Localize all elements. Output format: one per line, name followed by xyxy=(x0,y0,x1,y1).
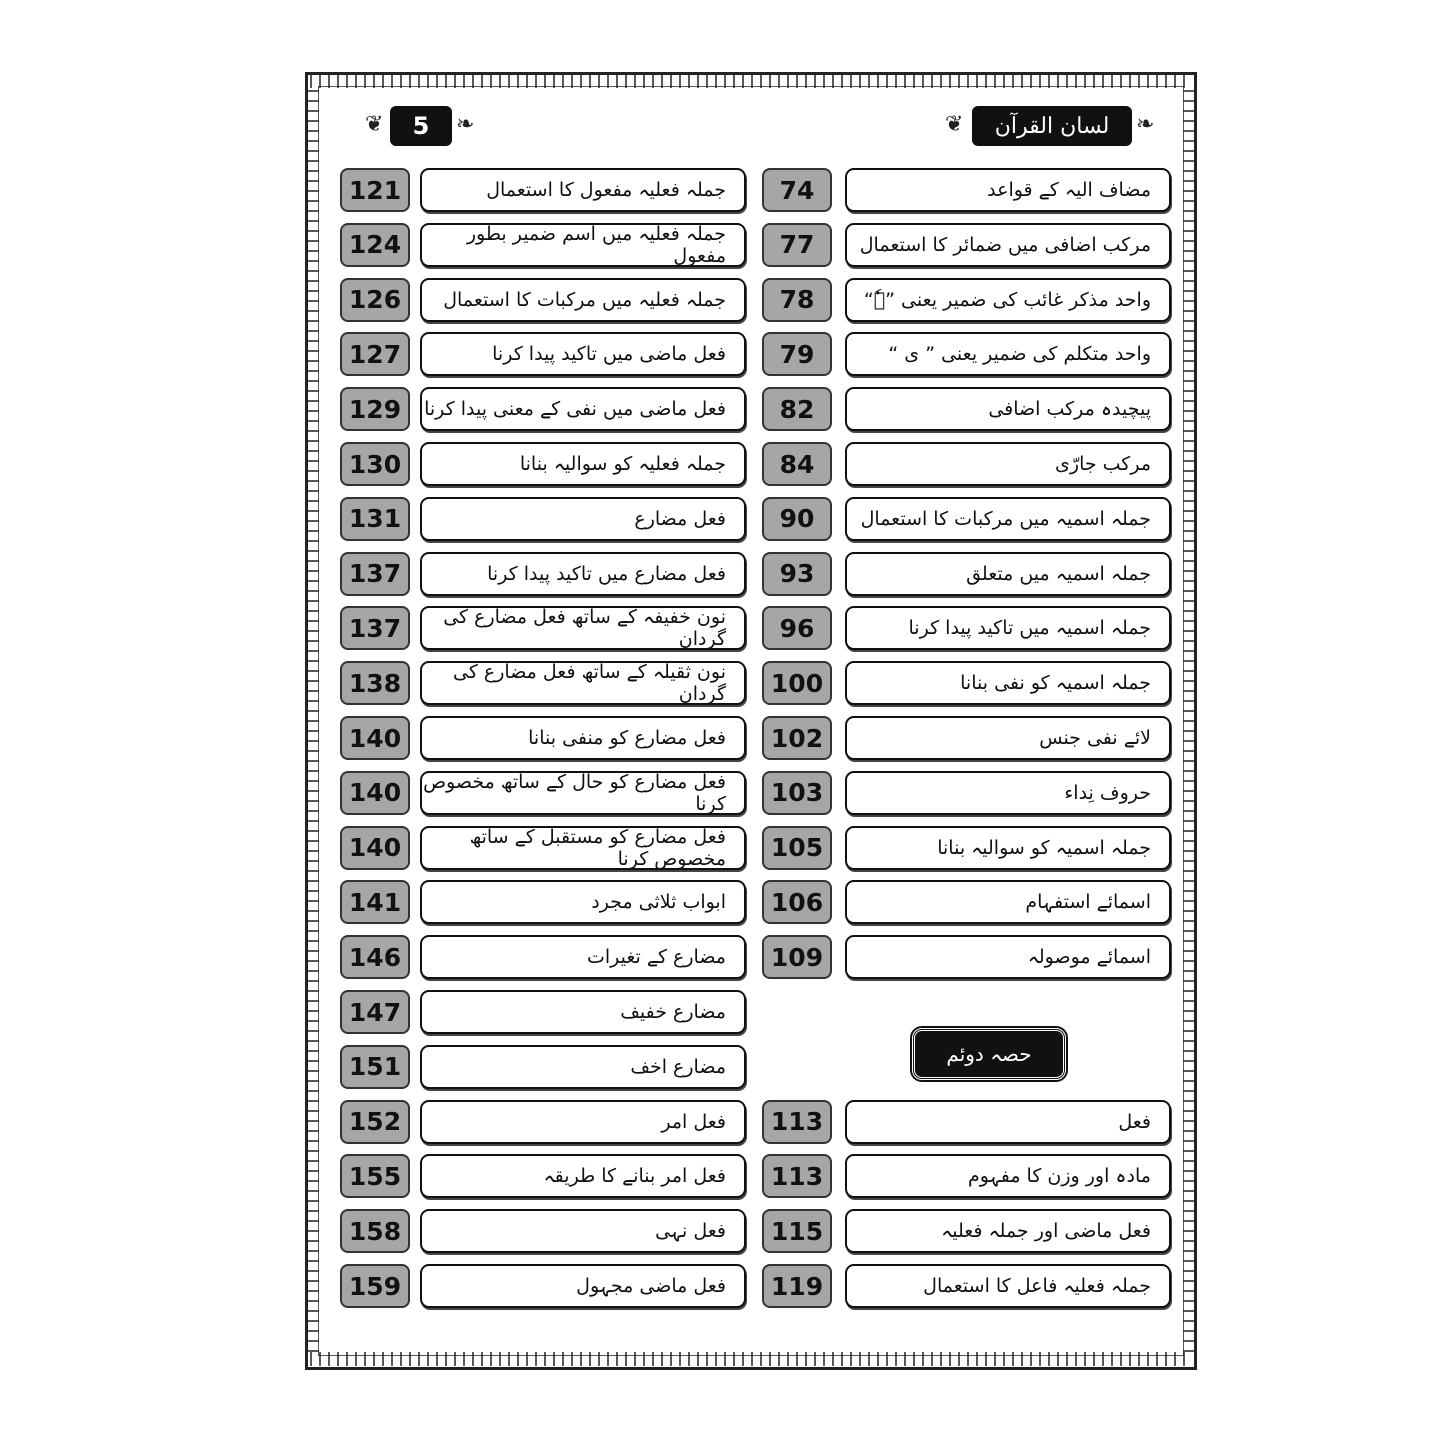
toc-page-number: 106 xyxy=(762,880,832,924)
toc-entry-title: جملہ اسمیہ میں متعلق xyxy=(845,552,1171,596)
flourish-icon: ❧ xyxy=(456,112,475,137)
toc-entry-title: فعل ماضی میں نفی کے معنی پیدا کرنا xyxy=(420,387,746,431)
toc-entry-title: حروف نِداء xyxy=(845,771,1171,815)
toc-page-number: 151 xyxy=(340,1045,410,1089)
toc-entry xyxy=(0,771,1445,817)
toc-entry-title: واحد مذکر غائب کی ضمیر یعنی ”ہٗ“ xyxy=(845,278,1171,322)
toc-page-number: 152 xyxy=(340,1100,410,1144)
toc-page-number: 140 xyxy=(340,716,410,760)
toc-entry-title: فعل ماضی اور جملہ فعلیہ xyxy=(845,1209,1171,1253)
toc-page-number: 126 xyxy=(340,278,410,322)
toc-entry-title: لائے نفی جنس xyxy=(845,716,1171,760)
toc-entry-title: جملہ اسمیہ میں مرکبات کا استعمال xyxy=(845,497,1171,541)
toc-entry-title: مضاف الیہ کے قواعد xyxy=(845,168,1171,212)
toc-entry xyxy=(0,990,1445,1036)
toc-page-number: 113 xyxy=(762,1100,832,1144)
toc-page-number: 147 xyxy=(340,990,410,1034)
toc-page-number: 115 xyxy=(762,1209,832,1253)
toc-entry xyxy=(0,661,1445,707)
toc-entry-title: جملہ فعلیہ فاعل کا استعمال xyxy=(845,1264,1171,1308)
toc-entry-title: فعل مضارع xyxy=(420,497,746,541)
toc-entry xyxy=(0,880,1445,926)
toc-entry-title: مضارع کے تغیرات xyxy=(420,935,746,979)
toc-entry xyxy=(0,442,1445,488)
toc-entry xyxy=(0,1209,1445,1255)
toc-page-number: 137 xyxy=(340,606,410,650)
toc-page-number: 137 xyxy=(340,552,410,596)
toc-page-number: 113 xyxy=(762,1154,832,1198)
flourish-icon: ❦ xyxy=(365,112,384,137)
toc-entry xyxy=(0,935,1445,981)
toc-entry-title: مضارع خفیف xyxy=(420,990,746,1034)
toc-entry-title: فعل ماضی مجہول xyxy=(420,1264,746,1308)
toc-entry-title: پیچیدہ مرکب اضافی xyxy=(845,387,1171,431)
toc-entry-title: مادہ اور وزن کا مفہوم xyxy=(845,1154,1171,1198)
flourish-icon: ❧ xyxy=(1136,112,1155,137)
toc-entry-title: جملہ فعلیہ میں مرکبات کا استعمال xyxy=(420,278,746,322)
toc-page-number: 105 xyxy=(762,826,832,870)
toc-page-number: 119 xyxy=(762,1264,832,1308)
toc-page-number: 100 xyxy=(762,661,832,705)
page-number: 5 xyxy=(390,106,452,146)
toc-page-number: 77 xyxy=(762,223,832,267)
toc-page-number: 74 xyxy=(762,168,832,212)
toc-entry-title: فعل xyxy=(845,1100,1171,1144)
toc-entry xyxy=(0,278,1445,324)
toc-entry-title: فعل مضارع کو منفی بنانا xyxy=(420,716,746,760)
toc-entry xyxy=(0,332,1445,378)
toc-entry-title: نون ثقیلہ کے ساتھ فعل مضارع کی گردان xyxy=(420,661,746,705)
toc-page-number: 146 xyxy=(340,935,410,979)
toc-page-number: 140 xyxy=(340,826,410,870)
toc-entry-title: نون خفیفہ کے ساتھ فعل مضارع کی گردان xyxy=(420,606,746,650)
toc-entry xyxy=(0,1045,1445,1091)
toc-page-number: 159 xyxy=(340,1264,410,1308)
toc-entry-title: جملہ فعلیہ میں اسم ضمیر بطور مفعول xyxy=(420,223,746,267)
toc-page-number: 124 xyxy=(340,223,410,267)
toc-entry-title: واحد متکلم کی ضمیر یعنی ” ی “ xyxy=(845,332,1171,376)
section-heading: حصہ دوئم xyxy=(912,1028,1066,1080)
toc-entry-title: جملہ اسمیہ کو نفی بنانا xyxy=(845,661,1171,705)
toc-page-number: 140 xyxy=(340,771,410,815)
bottom-ornament xyxy=(310,1352,1190,1366)
toc-entry xyxy=(0,552,1445,598)
toc-entry-title: فعل امر بنانے کا طریقہ xyxy=(420,1154,746,1198)
toc-page-number: 90 xyxy=(762,497,832,541)
toc-entry-title: فعل امر xyxy=(420,1100,746,1144)
toc-entry-title: فعل نہی xyxy=(420,1209,746,1253)
toc-page-number: 131 xyxy=(340,497,410,541)
toc-page-number: 129 xyxy=(340,387,410,431)
toc-entry xyxy=(0,497,1445,543)
toc-entry xyxy=(0,606,1445,652)
toc-page-number: 93 xyxy=(762,552,832,596)
toc-entry-title: جملہ اسمیہ میں تاکید پیدا کرنا xyxy=(845,606,1171,650)
toc-entry-title: ابواب ثلاثی مجرد xyxy=(420,880,746,924)
flourish-icon: ❦ xyxy=(945,112,964,137)
toc-page-number: 102 xyxy=(762,716,832,760)
top-ornament xyxy=(310,74,1190,88)
toc-page-number: 158 xyxy=(340,1209,410,1253)
toc-entry-title: فعل مضارع میں تاکید پیدا کرنا xyxy=(420,552,746,596)
toc-page-number: 141 xyxy=(340,880,410,924)
toc-page-number: 78 xyxy=(762,278,832,322)
toc-entry xyxy=(0,1154,1445,1200)
toc-entry-title: مرکب جارّی xyxy=(845,442,1171,486)
toc-page-number: 96 xyxy=(762,606,832,650)
toc-entry xyxy=(0,826,1445,872)
toc-entry-title: فعل ماضی میں تاکید پیدا کرنا xyxy=(420,332,746,376)
toc-entry xyxy=(0,223,1445,269)
toc-entry-title: مرکب اضافی میں ضمائر کا استعمال xyxy=(845,223,1171,267)
toc-entry-title: مضارع اخف xyxy=(420,1045,746,1089)
toc-page-number: 79 xyxy=(762,332,832,376)
toc-entry xyxy=(0,716,1445,762)
book-title: لسان القرآن xyxy=(972,106,1132,146)
toc-entry xyxy=(0,387,1445,433)
toc-entry-title: جملہ اسمیہ کو سوالیہ بنانا xyxy=(845,826,1171,870)
toc-page-number: 84 xyxy=(762,442,832,486)
toc-page-number: 109 xyxy=(762,935,832,979)
toc-entry xyxy=(0,1264,1445,1310)
toc-page-number: 130 xyxy=(340,442,410,486)
toc-entry-title: فعل مضارع کو مستقبل کے ساتھ مخصوص کرنا xyxy=(420,826,746,870)
toc-entry-title: جملہ فعلیہ مفعول کا استعمال xyxy=(420,168,746,212)
toc-entry-title: اسمائے استفہام xyxy=(845,880,1171,924)
toc-entry-title: فعل مضارع کو حال کے ساتھ مخصوص کرنا xyxy=(420,771,746,815)
toc-entry-title: اسمائے موصولہ xyxy=(845,935,1171,979)
toc-page-number: 138 xyxy=(340,661,410,705)
toc-entry xyxy=(0,168,1445,214)
toc-page-number: 127 xyxy=(340,332,410,376)
toc-page-number: 121 xyxy=(340,168,410,212)
toc-page-number: 103 xyxy=(762,771,832,815)
toc-entry-title: جملہ فعلیہ کو سوالیہ بنانا xyxy=(420,442,746,486)
toc-page-number: 155 xyxy=(340,1154,410,1198)
toc-entry xyxy=(0,1100,1445,1146)
toc-page-number: 82 xyxy=(762,387,832,431)
